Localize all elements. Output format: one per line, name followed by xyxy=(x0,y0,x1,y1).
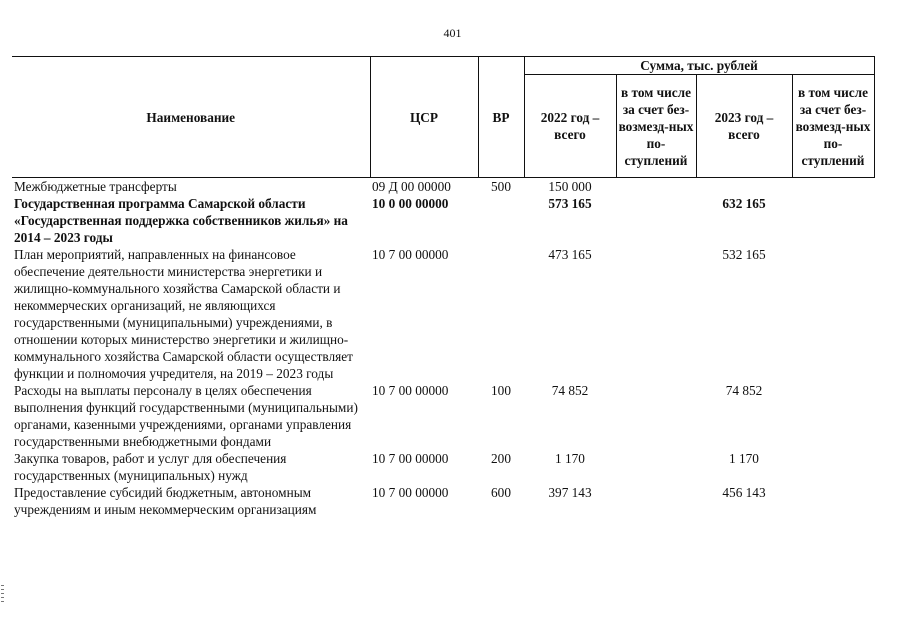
table-header xyxy=(12,57,874,178)
row-2022-grants xyxy=(616,246,696,382)
row-2022-total: 150 000 xyxy=(548,179,592,194)
row-name: Межбюджетные трансферты xyxy=(14,179,177,194)
row-2022-grants xyxy=(616,195,696,246)
row-2022-total: 473 165 xyxy=(548,247,592,262)
row-2023-total: 632 165 xyxy=(722,196,766,211)
table-row xyxy=(12,382,874,450)
row-2022-total: 573 165 xyxy=(548,196,592,211)
table-row xyxy=(12,195,874,246)
column-header-2022-total: 2022 год – всего xyxy=(524,75,616,178)
table-row xyxy=(12,246,874,382)
row-vr xyxy=(478,195,524,246)
row-2023-total: 456 143 xyxy=(722,485,766,500)
page-number: 401 xyxy=(443,26,462,40)
row-2023-grants xyxy=(792,195,874,246)
row-2022-grants xyxy=(616,178,696,196)
column-header-csr: ЦСР xyxy=(370,57,478,178)
column-header-2022-grants: в том числе за счет без-возмезд-ных по-ступлений xyxy=(616,75,696,178)
row-vr: 200 xyxy=(491,451,511,466)
row-2022-total: 397 143 xyxy=(548,485,592,500)
row-2023-grants xyxy=(792,178,874,196)
row-2023-total xyxy=(696,178,792,196)
row-2023-total: 1 170 xyxy=(729,451,759,466)
scan-margin-mark xyxy=(1,585,4,605)
row-csr: 09 Д 00 00000 xyxy=(372,179,451,194)
row-name: План мероприятий, направленных на финансовое обеспечение деятельности министерства энергетики и жилищно-коммунального хозяйства Самарской области и некоммерческих организаций, не являющихся государственными (муниципальными) учреждениями, в отношении которых министерство энергетики и жилищно-коммунального хозяйства Самарской области осуществляет функции и полномочия учредителя, на 2019 – 2023 годы xyxy=(14,247,353,381)
row-2023-total: 74 852 xyxy=(725,383,763,398)
row-vr xyxy=(478,246,524,382)
row-2023-grants xyxy=(792,246,874,382)
column-header-2023-grants: в том числе за счет без-возмезд-ных по-ступлений xyxy=(792,75,874,178)
row-name: Государственная программа Самарской области «Государственная поддержка собственников жилья» на 2014 – 2023 годы xyxy=(14,196,348,245)
row-2023-grants xyxy=(792,382,874,450)
row-csr: 10 7 00 00000 xyxy=(372,451,449,466)
row-name: Расходы на выплаты персоналу в целях обеспечения выполнения функций государственными (муниципальными) органами, казенными учреждениями, органами управления государственными внебюджетными фондами xyxy=(14,383,358,449)
row-vr: 600 xyxy=(491,485,511,500)
column-header-2023-total: 2023 год – всего xyxy=(696,75,792,178)
column-header-vr: ВР xyxy=(478,57,524,178)
row-2023-grants xyxy=(792,484,874,518)
column-header-sum: Сумма, тыс. рублей xyxy=(524,57,874,75)
row-csr: 10 0 00 00000 xyxy=(372,196,449,211)
row-name: Предоставление субсидий бюджетным, автономным учреждениям и иным некоммерческим организациям xyxy=(14,485,317,517)
row-csr: 10 7 00 00000 xyxy=(372,485,449,500)
table-row xyxy=(12,484,874,518)
row-2023-total: 532 165 xyxy=(722,247,766,262)
row-2022-grants xyxy=(616,382,696,450)
row-csr: 10 7 00 00000 xyxy=(372,383,449,398)
row-vr: 100 xyxy=(491,383,511,398)
row-2022-grants xyxy=(616,450,696,484)
row-name: Закупка товаров, работ и услуг для обеспечения государственных (муниципальных) нужд xyxy=(14,451,287,483)
row-csr: 10 7 00 00000 xyxy=(372,247,449,262)
budget-table xyxy=(12,56,875,518)
row-2023-grants xyxy=(792,450,874,484)
column-header-name: Наименование xyxy=(12,57,370,178)
table-row xyxy=(12,450,874,484)
row-2022-total: 74 852 xyxy=(551,383,589,398)
row-vr: 500 xyxy=(491,179,511,194)
row-2022-total: 1 170 xyxy=(555,451,585,466)
table-row xyxy=(12,178,874,196)
row-2022-grants xyxy=(616,484,696,518)
